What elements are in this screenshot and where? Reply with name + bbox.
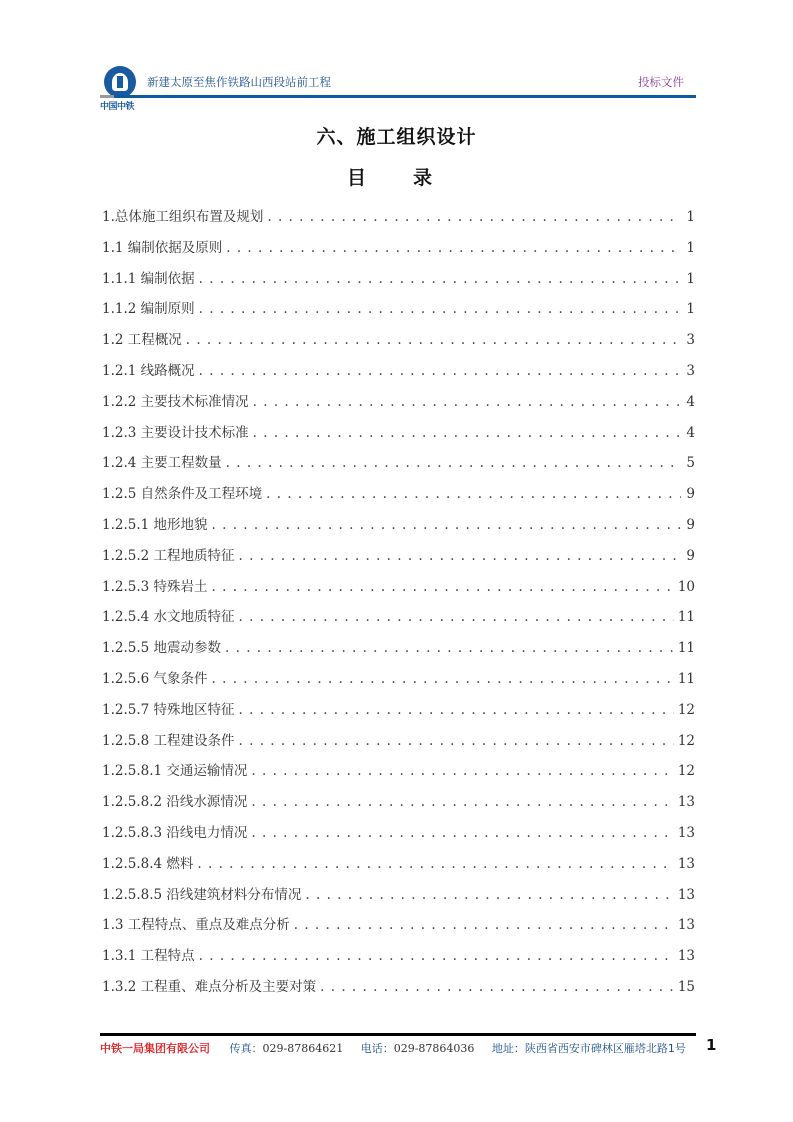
toc-entry[interactable] — [102, 451, 695, 482]
toc-entry-page[interactable]: 13 — [677, 948, 695, 965]
tel-number: 029-87864036 — [393, 1042, 475, 1055]
toc-entry[interactable] — [102, 821, 695, 852]
toc-entry[interactable] — [102, 236, 695, 267]
toc-entry-label[interactable]: 1.2.5.7 特殊地区特征 — [102, 701, 235, 718]
toc-heading — [0, 163, 793, 190]
toc-entry-page[interactable]: 9 — [686, 547, 695, 564]
toc-entry[interactable] — [102, 421, 695, 452]
toc-entry-label[interactable]: 1.1.2 编制原则 — [102, 301, 195, 318]
toc-entry[interactable] — [102, 883, 695, 914]
toc-heading-text: 目 录 — [346, 167, 446, 189]
toc-entry-page[interactable]: 1 — [686, 301, 695, 318]
address-text: 陕西省西安市碑林区雁塔北路1号 — [524, 1042, 686, 1055]
page-header — [100, 62, 696, 112]
toc-entry-label[interactable]: 1.2.5.3 特殊岩土 — [102, 578, 208, 595]
toc-entry[interactable] — [102, 698, 695, 729]
toc-entry-page[interactable]: 12 — [677, 701, 695, 718]
toc-entry-label[interactable]: 1.2 工程概况 — [102, 332, 182, 349]
toc-leader-dots — [212, 579, 674, 595]
footer-rule — [100, 1033, 696, 1036]
toc-entry-page[interactable]: 9 — [686, 516, 695, 533]
fax-number: 029-87864621 — [262, 1042, 344, 1055]
toc-entry[interactable] — [102, 267, 695, 298]
toc-leader-dots — [199, 363, 681, 379]
toc-entry[interactable] — [102, 297, 695, 328]
toc-entry[interactable] — [102, 575, 695, 606]
toc-entry-page[interactable]: 3 — [686, 362, 695, 379]
toc-entry-page[interactable]: 11 — [677, 609, 695, 626]
toc-leader-dots — [253, 425, 681, 441]
toc-leader-dots — [253, 394, 681, 410]
toc-entry-label[interactable]: 1.1.1 编制依据 — [102, 270, 195, 287]
toc-entry[interactable] — [102, 636, 695, 667]
toc-entry-label[interactable]: 1.2.5.8.5 沿线建筑材料分布情况 — [102, 886, 302, 903]
footer-tel — [361, 1042, 475, 1055]
footer-company: 中铁一局集团有限公司 — [100, 1042, 210, 1055]
toc-entry[interactable] — [102, 852, 695, 883]
toc-entry-page[interactable]: 13 — [677, 824, 695, 841]
china-railway-logo — [100, 66, 144, 112]
toc-leader-dots — [226, 240, 681, 256]
toc-leader-dots — [239, 733, 674, 749]
toc-entry-page[interactable]: 5 — [686, 455, 695, 472]
toc-leader-dots — [212, 671, 674, 687]
toc-entry[interactable] — [102, 359, 695, 390]
toc-entry-page[interactable]: 1 — [686, 239, 695, 256]
toc-leader-dots — [226, 455, 681, 471]
toc-leader-dots — [225, 640, 674, 656]
table-of-contents — [102, 205, 695, 1006]
toc-entry-label[interactable]: 1.2.2 主要技术标准情况 — [102, 393, 249, 410]
toc-entry-page[interactable]: 11 — [677, 670, 695, 687]
toc-leader-dots — [320, 979, 674, 995]
toc-entry[interactable] — [102, 790, 695, 821]
toc-entry-label[interactable]: 1.2.1 线路概况 — [102, 362, 195, 379]
toc-entry-page[interactable]: 13 — [677, 855, 695, 872]
toc-entry[interactable] — [102, 759, 695, 790]
toc-entry-page[interactable]: 4 — [686, 393, 695, 410]
toc-entry-label[interactable]: 1.2.3 主要设计技术标准 — [102, 424, 249, 441]
toc-entry-label[interactable]: 1.2.5.8 工程建设条件 — [102, 732, 235, 749]
toc-entry-label[interactable]: 1.2.5.8.4 燃料 — [102, 855, 194, 872]
toc-entry-label[interactable]: 1.3.2 工程重、难点分析及主要对策 — [102, 978, 317, 995]
toc-entry[interactable] — [102, 205, 695, 236]
toc-entry-label[interactable]: 1.2.5.8.3 沿线电力情况 — [102, 824, 248, 841]
toc-leader-dots — [266, 486, 681, 502]
toc-entry-page[interactable]: 15 — [677, 978, 695, 995]
footer-fax — [230, 1042, 344, 1055]
toc-entry-page[interactable]: 12 — [677, 763, 695, 780]
toc-entry-page[interactable]: 12 — [677, 732, 695, 749]
toc-leader-dots — [239, 548, 681, 564]
toc-leader-dots — [305, 887, 673, 903]
toc-entry-page[interactable]: 4 — [686, 424, 695, 441]
toc-entry[interactable] — [102, 390, 695, 421]
toc-entry-label[interactable]: 1.2.5.8.2 沿线水源情况 — [102, 794, 248, 811]
toc-entry[interactable] — [102, 513, 695, 544]
toc-leader-dots — [251, 763, 673, 779]
toc-leader-dots — [199, 301, 681, 317]
toc-leader-dots — [267, 209, 681, 225]
toc-leader-dots — [294, 917, 674, 933]
header-rule — [114, 95, 696, 98]
toc-entry-page[interactable]: 3 — [686, 332, 695, 349]
toc-entry[interactable] — [102, 605, 695, 636]
project-title: 新建太原至焦作铁路山西段站前工程 — [147, 75, 331, 89]
toc-entry[interactable] — [102, 729, 695, 760]
toc-entry-page[interactable]: 1 — [686, 209, 695, 225]
toc-entry[interactable] — [102, 667, 695, 698]
toc-entry[interactable] — [102, 975, 695, 1006]
logo-emblem-icon — [104, 66, 136, 98]
toc-entry-page[interactable]: 1 — [686, 270, 695, 287]
toc-entry-page[interactable]: 13 — [677, 886, 695, 903]
toc-entry-page[interactable]: 13 — [677, 794, 695, 811]
toc-entry-label[interactable]: 1.2.4 主要工程数量 — [102, 455, 222, 472]
toc-entry-page[interactable]: 11 — [677, 640, 695, 657]
tel-label: 电话： — [360, 1042, 394, 1055]
toc-entry-label[interactable]: 1.2.5.1 地形地貌 — [102, 516, 208, 533]
toc-entry-page[interactable]: 13 — [677, 917, 695, 934]
toc-entry[interactable] — [102, 328, 695, 359]
toc-entry-label[interactable]: 1.总体施工组织布置及规划 — [102, 209, 264, 225]
toc-entry[interactable] — [102, 944, 695, 975]
toc-leader-dots — [251, 825, 673, 841]
header-rule-accent — [100, 95, 114, 98]
toc-entry-label[interactable]: 1.3.1 工程特点 — [102, 948, 195, 965]
toc-entry-label[interactable]: 1.2.5.6 气象条件 — [102, 670, 208, 687]
toc-entry-label[interactable]: 1.2.5.5 地震动参数 — [102, 640, 222, 657]
toc-entry-label[interactable]: 1.2.5 自然条件及工程环境 — [102, 486, 263, 503]
toc-entry[interactable] — [102, 544, 695, 575]
fax-label: 传真： — [229, 1042, 263, 1055]
toc-leader-dots — [212, 517, 681, 533]
toc-leader-dots — [239, 702, 674, 718]
toc-entry-label[interactable]: 1.2.5.4 水文地质特征 — [102, 609, 235, 626]
address-label: 地址： — [491, 1042, 525, 1055]
logo-text: 中国中铁 — [100, 102, 135, 112]
toc-entry-page[interactable]: 9 — [686, 486, 695, 503]
page-number: 1 — [706, 1036, 717, 1054]
toc-entry[interactable] — [102, 913, 695, 944]
toc-entry-page[interactable]: 10 — [677, 578, 695, 595]
footer-address — [492, 1042, 686, 1055]
toc-leader-dots — [186, 332, 681, 348]
toc-leader-dots — [251, 794, 673, 810]
toc-leader-dots — [199, 271, 681, 287]
toc-entry-label[interactable]: 1.3 工程特点、重点及难点分析 — [102, 917, 290, 934]
toc-entry-label[interactable]: 1.2.5.8.1 交通运输情况 — [102, 763, 248, 780]
toc-leader-dots — [197, 856, 673, 872]
toc-leader-dots — [239, 609, 674, 625]
document-type: 投标文件 — [638, 75, 684, 89]
toc-entry-label[interactable]: 1.2.5.2 工程地质特征 — [102, 547, 235, 564]
section-title: 六、施工组织设计 — [316, 126, 477, 148]
toc-leader-dots — [199, 948, 674, 964]
toc-entry-label[interactable]: 1.1 编制依据及原则 — [102, 239, 223, 256]
page-footer — [100, 1040, 720, 1056]
toc-entry[interactable] — [102, 482, 695, 513]
